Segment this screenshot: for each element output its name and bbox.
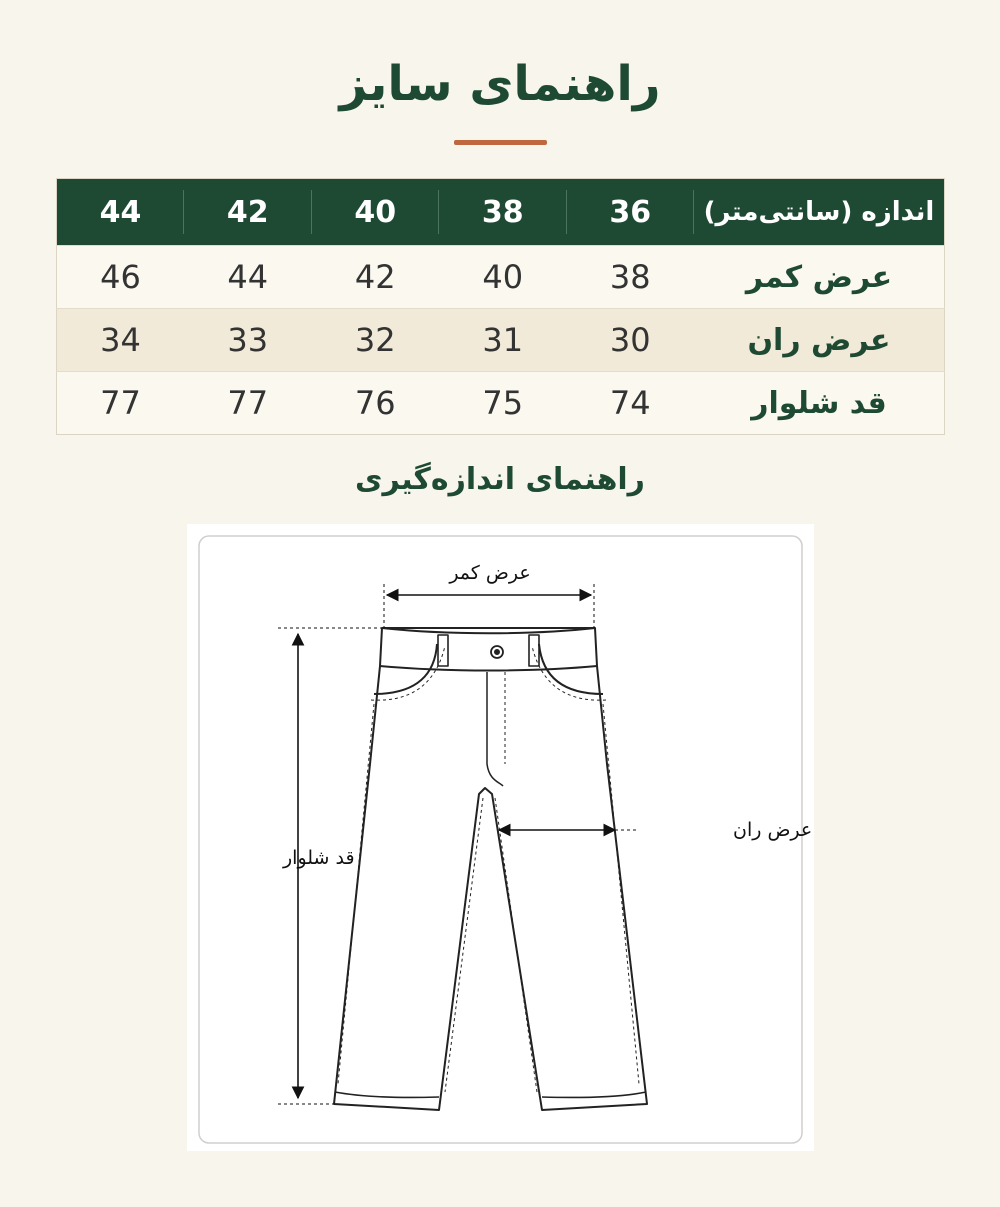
length-label: قد شلوار: [283, 847, 355, 869]
table-cell: 30: [609, 321, 651, 359]
table-cell: 75: [482, 384, 524, 422]
table-cell: 38: [609, 258, 651, 296]
row-label: عرض ران: [747, 322, 891, 358]
size-header-cell: 38: [439, 179, 567, 246]
header-label-cell: اندازه (سانتی‌متر): [694, 179, 945, 246]
pants-diagram: [187, 524, 814, 1151]
table-cell: 77: [100, 384, 141, 422]
size-header-cell: 40: [312, 179, 440, 246]
row-label: قد شلوار: [751, 385, 887, 421]
size-header-cell: 44: [57, 179, 185, 246]
table-cell: 46: [100, 258, 141, 296]
thigh-width-label: عرض ران: [733, 819, 813, 841]
table-cell: 34: [100, 321, 141, 359]
table-row-waist: [57, 246, 945, 309]
title-underline: [454, 140, 547, 145]
measurement-guide-title: راهنمای اندازه‌گیری: [355, 462, 645, 497]
waist-width-label: عرض کمر: [449, 562, 531, 584]
table-cell: 42: [354, 258, 396, 296]
table-cell: 40: [482, 258, 524, 296]
table-cell: 31: [482, 321, 524, 359]
measurement-diagram: [187, 524, 814, 1151]
size-header-cell: 42: [184, 179, 312, 246]
row-label: عرض کمر: [745, 259, 893, 295]
table-cell: 44: [227, 258, 269, 296]
table-cell: 77: [227, 384, 269, 422]
table-cell: 32: [354, 321, 396, 359]
table-header-row: [57, 179, 945, 246]
page-title: راهنمای سایز: [339, 56, 661, 112]
table-cell: 33: [227, 321, 269, 359]
table-row-length: [57, 372, 945, 435]
table-cell: 76: [354, 384, 396, 422]
size-table: [56, 178, 945, 435]
table-cell: 74: [609, 384, 651, 422]
size-header-cell: 36: [567, 179, 695, 246]
table-row-thigh: [57, 309, 945, 372]
